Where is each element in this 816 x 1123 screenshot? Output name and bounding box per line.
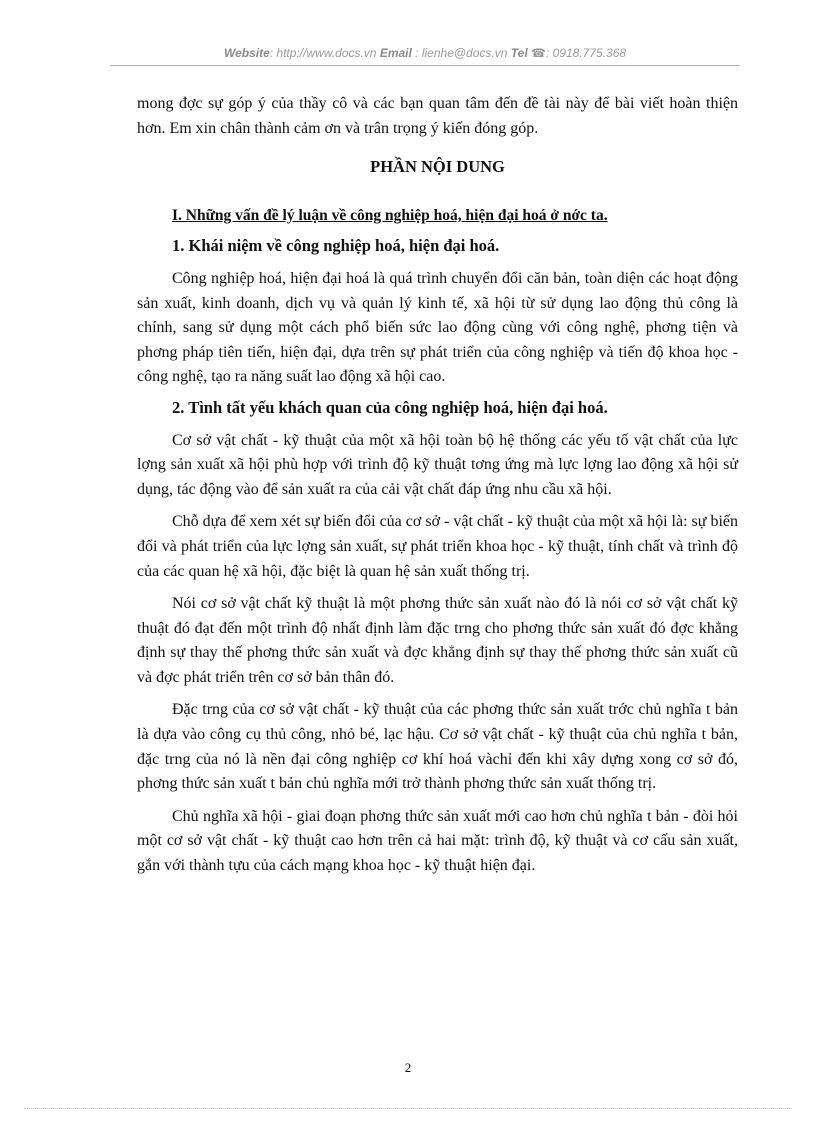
website-separator: :: [269, 46, 277, 60]
document-body: [137, 92, 738, 879]
section-title: I. Những vấn đề lý luận về công nghiệp hoá, hiện đại hoá ở nớc ta.: [172, 206, 608, 224]
paragraph: Cơ sở vật chất - kỹ thuật của một xã hội toàn bộ hệ thống các yếu tố vật chất của lực lợng sản xuất xã hội phù hợp với trình độ kỹ thuật tơng ứng mà lực lợng lao động xã hội sử dụng, tác động vào để sản xuất ra của cải vật chất đáp ứng nhu cầu xã hội.: [137, 431, 738, 498]
subsection-1-paragraph: Công nghiệp hoá, hiện đại hoá là quá trình chuyển đổi căn bản, toàn diện các hoạt động sản xuất, kinh doanh, dịch vụ và quản lý kinh tế, xã hội từ sử dụng lao động thủ công là chính, sang sử dụng một cách phổ biến sức lao động cùng với công nghệ, phơng tiện và phơng pháp tiên tiến, hiện đại, dựa trên sự phát triển của công nghiệp và tiến độ khoa học - công nghệ, tạo ra năng suất lao động xã hội cao.: [137, 269, 738, 386]
website-url[interactable]: http://www.docs.vn: [276, 46, 377, 60]
paragraph: Đặc trng của cơ sở vật chất - kỹ thuật của các phơng thức sản xuất trớc chủ nghĩa t bản là dựa vào công cụ thủ công, nhỏ bé, lạc hậu. Cơ sở vật chất - kỹ thuật của chủ nghĩa t bản, đặc trng của nó là nền đại công nghiệp cơ khí hoá vàchỉ đến khi xây dựng xong cơ sở đó, phơng thức sản xuất t bản chủ nghĩa mới trở thành phơng thức sản xuất thống trị.: [137, 701, 738, 793]
subsection-2-title: 2. Tình tất yếu khách quan của công nghiệp hoá, hiện đại hoá.: [172, 397, 608, 417]
phone-icon: ☎: [531, 46, 546, 60]
email-label: Email: [379, 46, 412, 60]
tel-number: : 0918.775.368: [545, 46, 627, 60]
paragraph: Nói cơ sở vật chất kỹ thuật là một phơng thức sản xuất nào đó là nói cơ sở vật chất kỹ thuật đó đạt đến một trình độ nhất định làm đặc trng cho phơng thức sản xuất đó đợc khẳng định sự thay thế phơng thức sản xuất và đợc khẳng định sự thay thế phơng thức sản xuất cũ và đợc phát triển trên cơ sở bản thân đó.: [137, 595, 738, 686]
email-separator: :: [411, 46, 422, 60]
website-label: Website: [223, 46, 270, 60]
paragraph: Chỗ dựa để xem xét sự biến đổi của cơ sở - vật chất - kỹ thuật của một xã hội là: sự biến đổi và phát triển của lực lợng sản xuất, sự phát triển khoa học - kỹ thuật, tính chất và trình độ của các quan hệ xã hội, đặc biệt là quan hệ sản xuất thống trị.: [137, 513, 738, 580]
intro-paragraph: mong đợc sự góp ý của thầy cô và các bạn quan tâm đến đề tài này để bài viết hoàn thiện hơn. Em xin chân thành cảm ơn và trân trọng ý kiến đóng góp.: [137, 95, 738, 137]
tel-label: Tel: [510, 46, 528, 60]
part-title: PHẦN NỘI DUNG: [370, 157, 505, 177]
subsection-1-title: 1. Khái niệm về công nghiệp hoá, hiện đại hoá.: [172, 236, 500, 256]
email-address[interactable]: lienhe@docs.vn: [421, 46, 508, 60]
header-divider: [110, 65, 740, 66]
footer-divider: [24, 1108, 792, 1109]
page-header: [110, 46, 740, 60]
page-number: 2: [404, 1060, 412, 1075]
paragraph: Chủ nghĩa xã hội - giai đoạn phơng thức sản xuất mới cao hơn chủ nghĩa t bản - đòi hỏi một cơ sở vật chất - kỹ thuật cao hơn trên cả hai mặt: trình độ, kỹ thuật và cơ cấu sản xuất, gắn với thành tựu của cách mạng khoa học - kỹ thuật hiện đại.: [137, 807, 738, 875]
